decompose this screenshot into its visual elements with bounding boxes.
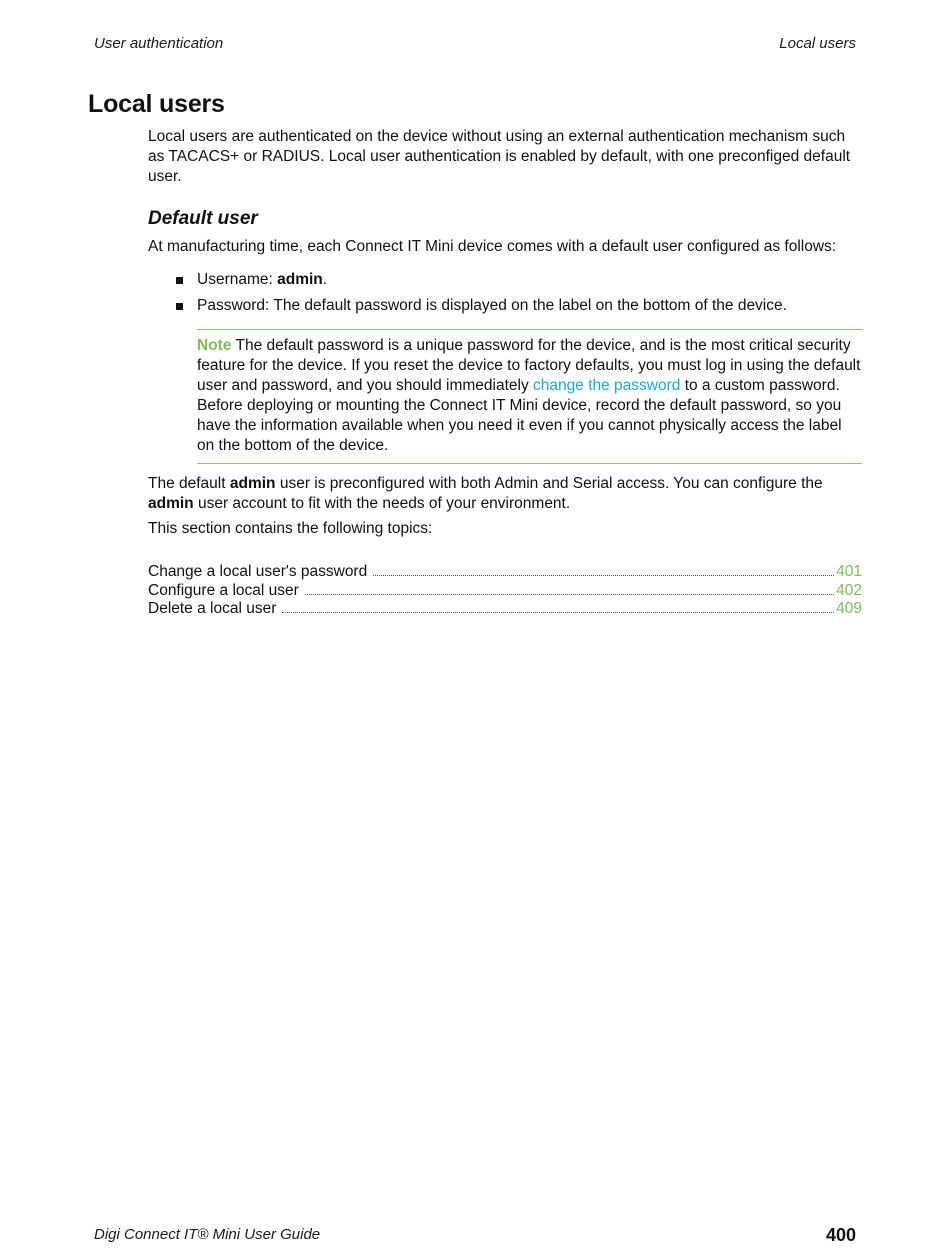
admin-text-1: The default: [148, 475, 230, 492]
note-label: Note: [197, 337, 232, 354]
running-header-right: Local users: [779, 35, 856, 52]
username-value: admin: [277, 271, 323, 288]
toc-entry-page: 402: [836, 581, 862, 599]
intro-paragraph: Local users are authenticated on the device without using an external authentication mechanism such as TACACS+ or RADIUS. Local user authentication is enabled by default, with one preconfiged default user.: [148, 128, 851, 185]
footer-document-title: Digi Connect IT® Mini User Guide: [94, 1226, 321, 1243]
toc-entry-title: Configure a local user: [148, 581, 299, 599]
topics-list: [148, 563, 862, 619]
toc-entry-delete-user[interactable]: [148, 600, 862, 619]
toc-entry-title: Change a local user's password: [148, 563, 368, 580]
square-bullet-icon: [176, 277, 183, 284]
username-suffix: .: [322, 271, 328, 288]
toc-entry-title: Delete a local user: [148, 600, 277, 617]
note-box: [197, 329, 862, 464]
toc-entry-configure-user[interactable]: [148, 582, 862, 601]
admin-text-2: user is preconfigured with both Admin and Serial access. You can configure the: [275, 475, 823, 492]
running-header-left: User authentication: [94, 35, 224, 52]
page-number: 400: [825, 1225, 856, 1245]
square-bullet-icon: [176, 303, 183, 310]
subsection-title: Default user: [148, 208, 258, 229]
topics-intro: This section contains the following topics:: [148, 520, 433, 537]
toc-entry-page: 401: [836, 563, 862, 580]
note-text-after: to a custom password. Before deploying or mounting the Connect IT Mini device, record the default password, so you have the information available when you need it even if you cannot physically access the label on the bottom of the device.: [197, 377, 842, 454]
list-item-username: [176, 270, 862, 290]
username-prefix: Username:: [197, 271, 278, 288]
note-text-before: The default password is a unique password for the device, and is the most critical security feature for the device. If you reset the device to factory defaults, you must log in using the default user and password, and you should immediately: [197, 337, 861, 394]
change-password-link[interactable]: change the password: [533, 377, 681, 394]
toc-entry-page: 409: [836, 600, 862, 617]
default-user-list: [176, 270, 862, 322]
toc-leader-dots: [305, 594, 834, 595]
admin-bold-1: admin: [229, 475, 276, 492]
admin-bold-2: admin: [148, 495, 194, 512]
list-item-password: [176, 296, 862, 316]
admin-text-3: user account to fit with the needs of your environment.: [193, 495, 571, 512]
password-text: Password: The default password is displayed on the label on the bottom of the device.: [197, 297, 787, 314]
admin-paragraph: [148, 474, 862, 514]
page-title: Local users: [88, 90, 225, 118]
toc-leader-dots: [282, 612, 834, 613]
default-user-intro: At manufacturing time, each Connect IT Mini device comes with a default user configured as follows:: [148, 238, 837, 255]
toc-leader-dots: [373, 575, 834, 576]
toc-entry-change-password[interactable]: [148, 563, 862, 582]
